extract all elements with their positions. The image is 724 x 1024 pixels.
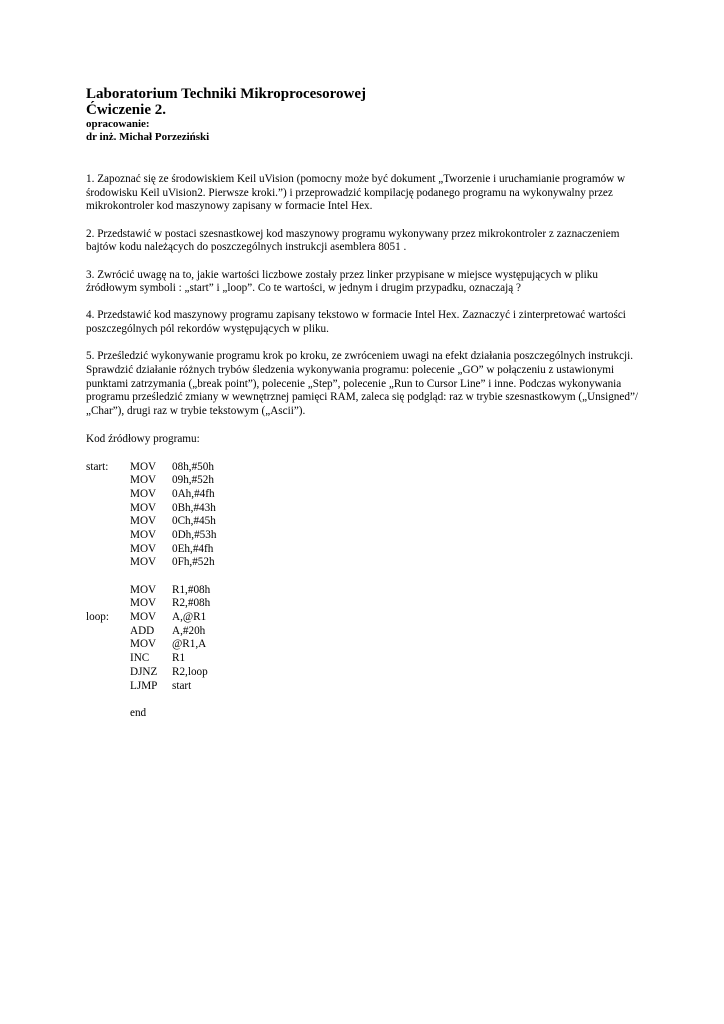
code-operands: R2,#08h	[172, 597, 211, 610]
code-line	[86, 666, 646, 680]
task-paragraph-5: 5. Prześledzić wykonywanie programu krok po kroku, ze zwróceniem uwagi na efekt działania poszczególnych instrukcji. Sprawdzić działanie różnych trybów śledzenia wykonywania programu: polecenie „GO” w połączeniu z ustawionymi punktami zatrzymania („break point”), polecenie „Step”, polecenie „Run to Cursor Line” i inne. Podczas wykonywania programu prześledzić zmiany w wewnętrznej pamięci RAM, zaleca się podgląd: raz w trybie szesnastkowym („Unsigned”/ „Char”), drugi raz w trybie tekstowym („Ascii”).	[86, 350, 639, 418]
code-line	[86, 597, 646, 611]
code-blank-line	[86, 693, 646, 707]
code-mnemonic: MOV	[130, 583, 157, 596]
code-mnemonic: MOV	[130, 515, 157, 528]
code-mnemonic: MOV	[130, 528, 157, 541]
code-label	[86, 529, 130, 543]
code-operands: 0Bh,#43h	[172, 501, 216, 514]
code-operands: R2,loop	[172, 665, 208, 678]
code-label	[86, 488, 130, 502]
code-label	[86, 666, 130, 680]
document-title: Laboratorium Techniki Mikroprocesorowej	[86, 86, 367, 102]
code-label	[86, 556, 130, 570]
code-operands: start	[172, 679, 192, 692]
code-label	[86, 474, 130, 488]
code-line	[86, 543, 646, 557]
code-line	[86, 515, 646, 529]
code-line	[86, 707, 646, 721]
code-operands: 0Dh,#53h	[172, 528, 217, 541]
code-mnemonic: LJMP	[130, 679, 158, 692]
task-paragraph-4: 4. Przedstawić kod maszynowy programu zapisany tekstowo w formacie Intel Hex. Zaznaczyć i zinterpretować wartości poszczególnych pól rekordów występujących w pliku.	[86, 309, 626, 336]
code-line	[86, 529, 646, 543]
code-blank-line	[86, 570, 646, 584]
code-mnemonic: DJNZ	[130, 665, 158, 678]
code-operands: R1,#08h	[172, 583, 211, 596]
code-operands	[172, 570, 646, 584]
code-line	[86, 611, 646, 625]
code-label	[86, 652, 130, 666]
code-mnemonic: MOV	[130, 597, 157, 610]
code-operands: 0Ah,#4fh	[172, 487, 215, 500]
code-label	[86, 693, 130, 707]
code-line	[86, 652, 646, 666]
source-code-listing	[86, 461, 646, 721]
code-mnemonic: INC	[130, 652, 150, 665]
code-operands: 0Fh,#52h	[172, 556, 215, 569]
code-label	[86, 570, 130, 584]
code-operands: 08h,#50h	[172, 460, 214, 473]
code-label	[86, 597, 130, 611]
code-line	[86, 461, 646, 475]
code-label	[86, 584, 130, 598]
code-heading: Kod źródłowy programu:	[86, 432, 200, 445]
code-mnemonic: MOV	[130, 501, 157, 514]
code-mnemonic: ADD	[130, 624, 155, 637]
code-label	[86, 515, 130, 529]
code-line	[86, 638, 646, 652]
code-operands: A,@R1	[172, 611, 207, 624]
prepared-by-label: opracowanie:	[86, 118, 150, 130]
code-mnemonic: end	[130, 706, 147, 719]
code-mnemonic: MOV	[130, 556, 157, 569]
code-line	[86, 474, 646, 488]
code-line	[86, 625, 646, 639]
code-operands: R1	[172, 652, 186, 665]
code-line	[86, 502, 646, 516]
code-operands: 0Ch,#45h	[172, 515, 216, 528]
code-operands	[172, 693, 646, 707]
code-mnemonic: MOV	[130, 487, 157, 500]
code-mnemonic: MOV	[130, 474, 157, 487]
code-mnemonic	[130, 693, 172, 707]
code-mnemonic: MOV	[130, 542, 157, 555]
code-line	[86, 584, 646, 598]
task-paragraph-3: 3. Zwrócić uwagę na to, jakie wartości liczbowe zostały przez linker przypisane w miejsce występujących w pliku źródłowym symboli : „start” i „loop”. Co te wartości, w jednym i drugim przypadku, oznaczają ?	[86, 268, 598, 295]
code-label	[86, 638, 130, 652]
code-mnemonic	[130, 570, 172, 584]
code-line	[86, 488, 646, 502]
code-label	[86, 502, 130, 516]
code-mnemonic: MOV	[130, 638, 157, 651]
code-line	[86, 556, 646, 570]
task-paragraph-2: 2. Przedstawić w postaci szesnastkowej kod maszynowy programu wykonywany przez mikrokontroler z zaznaczeniem bajtów kodu należących do poszczególnych instrukcji asemblera 8051 .	[86, 227, 620, 254]
code-mnemonic: MOV	[130, 460, 157, 473]
document-page	[86, 86, 646, 721]
author-name: dr inż. Michał Porzeziński	[86, 131, 210, 143]
code-mnemonic: MOV	[130, 611, 157, 624]
task-paragraph-1: 1. Zapoznać się ze środowiskiem Keil uVision (pomocny może być dokument „Tworzenie i uruchamianie programów w środowisku Keil uVision2. Pierwsze kroki.”) i przeprowadzić kompilację podanego programu na wykonywalny przez mikrokontroler kod maszynowy zapisany w formacie Intel Hex.	[86, 173, 626, 213]
code-label	[86, 680, 130, 694]
code-line	[86, 680, 646, 694]
code-operands: 09h,#52h	[172, 474, 214, 487]
code-label: loop:	[86, 611, 109, 624]
exercise-title: Ćwiczenie 2.	[86, 102, 166, 118]
code-operands: @R1,A	[172, 638, 207, 651]
code-operands: A,#20h	[172, 624, 206, 637]
code-operands: 0Eh,#4fh	[172, 542, 214, 555]
code-label	[86, 625, 130, 639]
code-label	[86, 707, 130, 721]
code-label	[86, 543, 130, 557]
code-operands	[172, 707, 646, 721]
code-label: start:	[86, 460, 109, 473]
